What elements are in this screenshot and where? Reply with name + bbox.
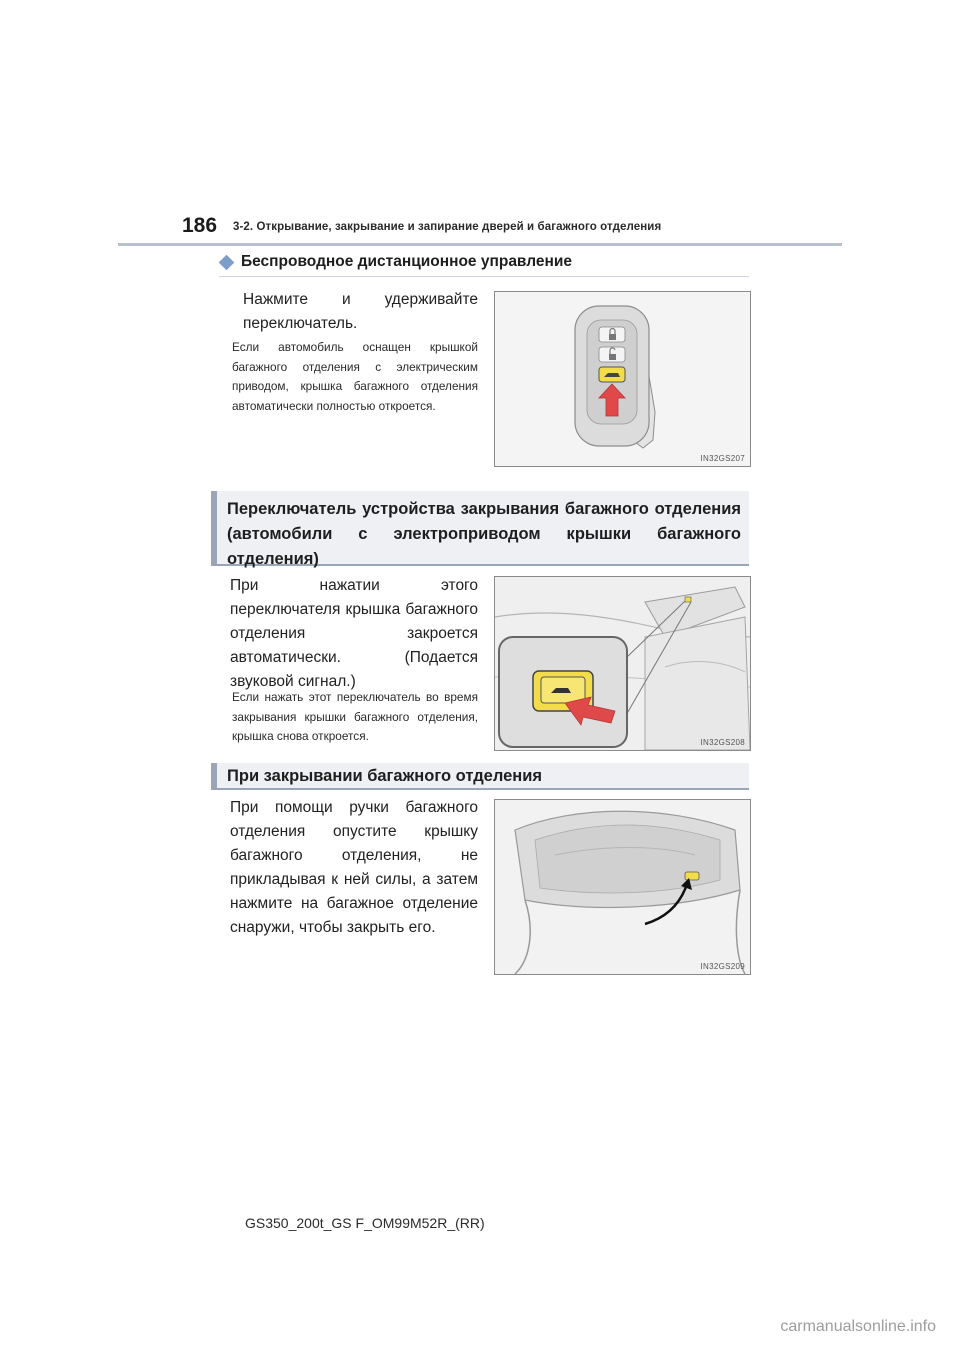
closing-trunk-instruction: При помощи ручки багажного отделения опустите крышку багажного отделения, не прикладывая к ней силы, а затем нажмите на багажное отделение снаружи, чтобы закрыть его. [230, 799, 478, 936]
closing-switch-note: Если нажать этот переключатель во время закрывания крышки багажного отделения, крышка снова откроется. [232, 690, 478, 743]
figure-code-3: IN32GS209 [700, 962, 745, 971]
key-fob-figure [494, 291, 751, 467]
figure-code-2: IN32GS208 [700, 738, 745, 747]
chapter-title: 3-2. Открывание, закрывание и запирание дверей и багажного отделения [233, 221, 662, 233]
trunk-lid-figure [494, 799, 751, 975]
section-heading-closing-switch [211, 491, 749, 566]
remote-note: Если автомобиль оснащен крышкой багажного отделения с электрическим приводом, крышка багажного отделения автоматически полностью откроется. [232, 340, 478, 413]
trunk-lid-icon [495, 800, 750, 974]
closing-switch-instruction: При нажатии этого переключателя крышка багажного отделения закроется автоматически. (Подается звуковой сигнал.) [230, 577, 478, 690]
trunk-switch-figure [494, 576, 751, 751]
page-number: 186 [182, 214, 218, 237]
remote-subheading-text: Беспроводное дистанционное управление [241, 253, 573, 270]
key-fob-icon [495, 292, 750, 466]
figure-code-1: IN32GS207 [700, 454, 745, 463]
trunk-close-switch-icon [495, 577, 750, 750]
header-rule [118, 243, 842, 246]
section-heading-closing-trunk-text: При закрывании багажного отделения [227, 767, 543, 785]
remote-subheading [219, 254, 749, 277]
document-code: GS350_200t_GS F_OM99M52R_(RR) [245, 1215, 485, 1231]
section-heading-closing-switch-text: Переключатель устройства закрывания багажного отделения (автомобили с электроприводом крышки багажного отделения) [227, 500, 741, 568]
remote-instruction: Нажмите и удерживайте переключатель. [243, 291, 478, 332]
diamond-bullet-icon [219, 255, 235, 271]
watermark[interactable]: carmanualsonline.info [780, 1318, 936, 1335]
section-heading-closing-trunk [211, 763, 749, 790]
